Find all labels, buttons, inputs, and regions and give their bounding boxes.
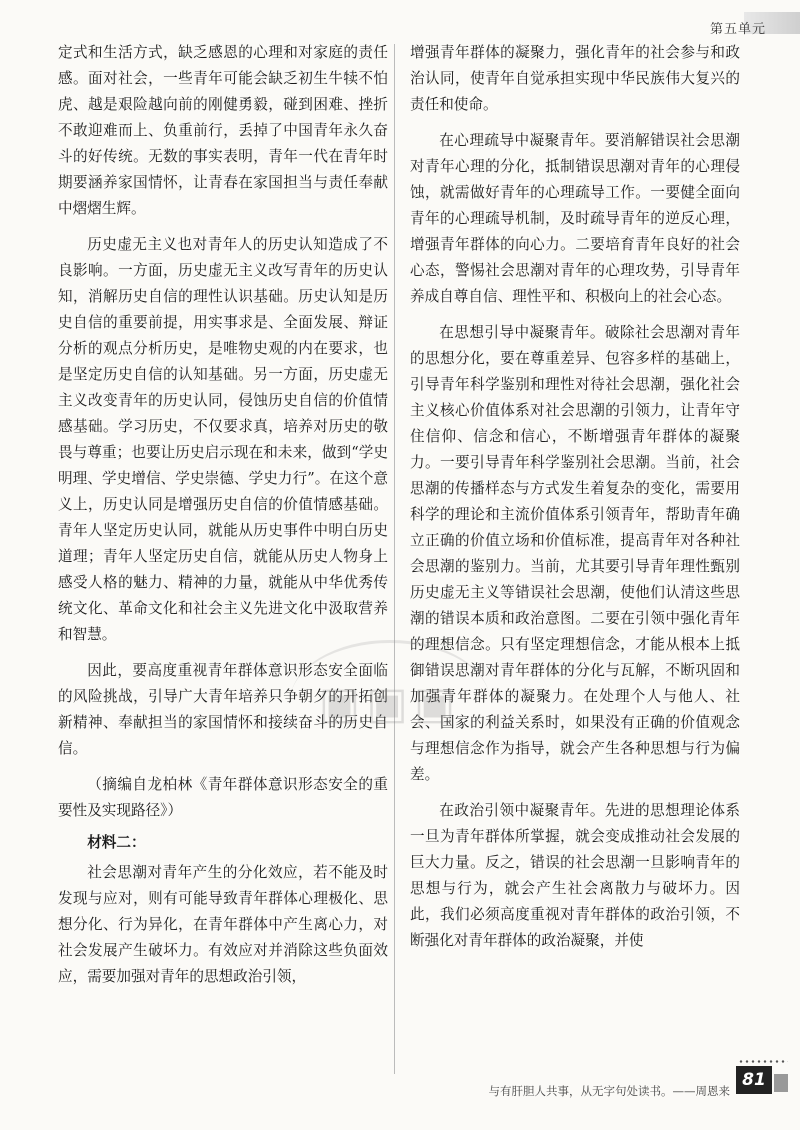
paragraph: 定式和生活方式，缺乏感恩的心理和对家庭的责任感。面对社会，一些青年可能会缺乏初生牛犊不怕虎、越是艰险越向前的刚健勇毅，碰到困难、挫折不敢迎难而上、负重前行，丢掉了中国青年永久奋斗的好传统。无数的事实表明，青年一代在青年时期要涵养家国情怀，让青春在家国担当与责任奉献中熠熠生辉。 xyxy=(58,44,388,217)
paragraph: 在政治引领中凝聚青年。先进的思想理论体系一旦为青年群体所掌握，就会变成推动社会发展的巨大力量。反之，错误的社会思潮一旦影响青年的思想与行为，就会产生社会离散力与破坏力。因此，我们必须高度重视对青年群体的政治引领，不断强化对青年群体的政治凝聚，并使 xyxy=(410,802,740,949)
material-heading: 材料二： xyxy=(87,834,146,851)
decorative-dots xyxy=(738,1060,788,1063)
paragraph: 历史虚无主义也对青年人的历史认知造成了不良影响。一方面，历史虚无主义改写青年的历史认知，消解历史自信的理性认识基础。历史认知是历史自信的重要前提，用实事求是、全面发展、辩证分析的观点分析历史，是唯物史观的内在要求，也是坚定历史自信的认知基础。另一方面，历史虚无主义改变青年的历史认同，侵蚀历史自信的价值情感基础。学习历史，不仅要求真，培养对历史的敬畏与尊重；也要让历史启示现在和未来，做到“学史明理、学史增信、学史崇德、学史力行”。在这个意义上，历史认同是增强历史自信的价值情感基础。青年人坚定历史认同，就能从历史事件中明白历史道理；青年人坚定历史自信，就能从历史人物身上感受人格的魅力、精神的力量，就能从中华优秀传统文化、革命文化和社会主义先进文化中汲取营养和智慧。 xyxy=(58,236,388,643)
corner-decoration xyxy=(774,1074,788,1092)
page-number: 81 xyxy=(736,1066,772,1094)
right-column xyxy=(410,40,740,964)
watermark-logo: ▣▣▣ xyxy=(290,640,490,763)
footer-quote: 与有肝胆人共事，从无字句处读书。——周恩来 xyxy=(488,1084,730,1098)
paragraph: 在心理疏导中凝聚青年。要消解错误社会思潮对青年心理的分化，抵制错误思潮对青年的心理侵蚀，就需做好青年的心理疏导工作。一要健全面向青年的心理疏导机制，及时疏导青年的逆反心理，增强青年群体的向心力。二要培育青年良好的社会心态，警惕社会思潮对青年的心理攻势，引导青年养成自尊自信、理性平和、积极向上的社会心态。 xyxy=(410,132,740,305)
left-column xyxy=(58,40,388,1000)
source-citation: （摘编自龙柏林《青年群体意识形态安全的重要性及实现路径》） xyxy=(58,776,388,819)
unit-label: 第五单元 xyxy=(709,22,766,37)
paragraph: 在思想引导中凝聚青年。破除社会思潮对青年的思想分化，要在尊重差异、包容多样的基础上，引导青年科学鉴别和理性对待社会思潮，强化社会主义核心价值体系对社会思潮的引领力，让青年守住信仰、信念和信心，不断增强青年群体的凝聚力。一要引导青年科学鉴别社会思潮。当前，社会思潮的传播样态与方式发生着复杂的变化，需要用科学的理论和主流价值体系引领青年，帮助青年确立正确的价值立场和价值标准，提高青年对各种社会思潮的鉴别力。当前，尤其要引导青年理性甄别历史虚无主义等错误社会思潮，使他们认清这些思潮的错误本质和政治意图。二要在引领中强化青年的理想信念。只有坚定理想信念，才能从根本上抵御错误思潮对青年群体的分化与瓦解，不断巩固和加强青年群体的凝聚力。在处理个人与他人、社会、国家的利益关系时，如果没有正确的价值观念与理想信念作为指导，就会产生各种思想与行为偏差。 xyxy=(410,324,740,783)
paragraph: 因此，要高度重视青年群体意识形态安全面临的风险挑战，引导广大青年培养只争朝夕的开拓创新精神、奉献担当的家国情怀和接续奋斗的历史自信。 xyxy=(58,662,388,757)
paragraph: 社会思潮对青年产生的分化效应，若不能及时发现与应对，则有可能导致青年群体心理极化、思想分化、行为异化，在青年群体中产生离心力，对社会发展产生破坏力。有效应对并消除这些负面效应，需要加强对青年的思想政治引领， xyxy=(58,864,388,985)
column-divider xyxy=(394,44,395,1074)
paragraph: 增强青年群体的凝聚力，强化青年的社会参与和政治认同，使青年自觉承担实现中华民族伟大复兴的责任和使命。 xyxy=(410,44,740,113)
